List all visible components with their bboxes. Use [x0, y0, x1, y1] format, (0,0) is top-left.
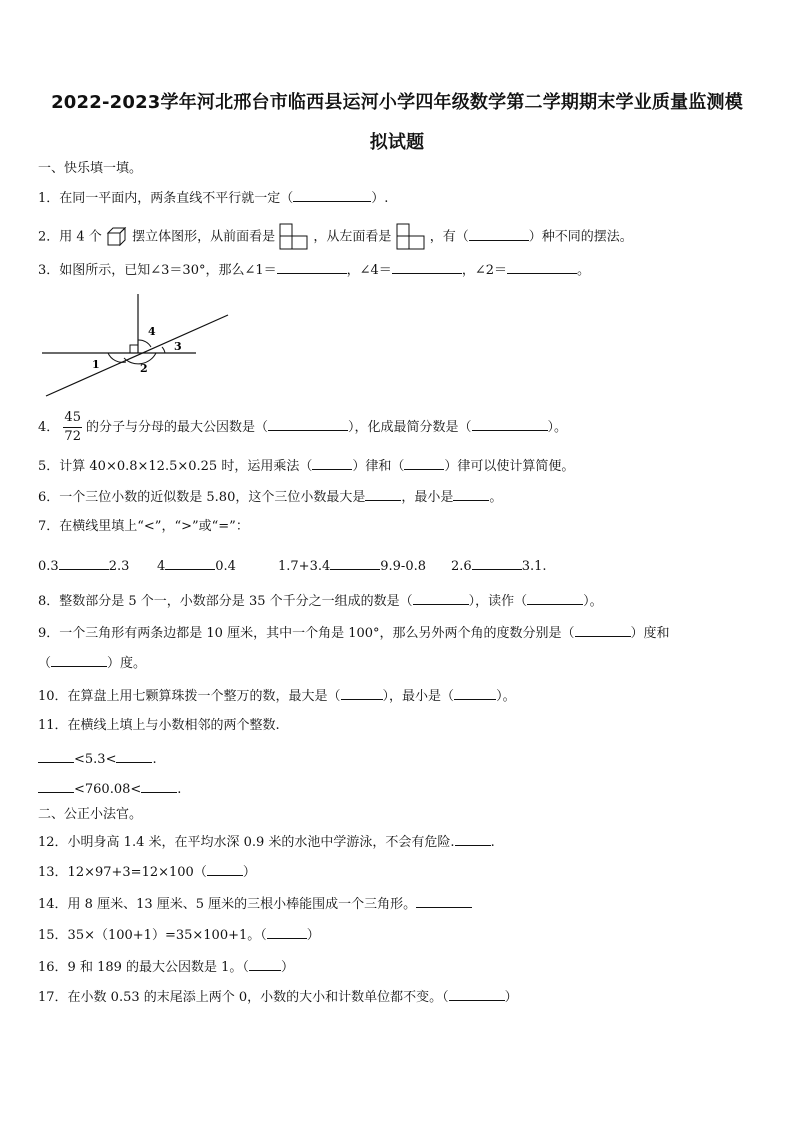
q5-blank-2[interactable] — [404, 456, 444, 470]
cube-icon — [106, 227, 128, 247]
question-10 — [38, 686, 516, 706]
q10-part-c: ）。 — [496, 689, 516, 704]
angle-label-4: 4 — [148, 325, 156, 338]
fraction-denominator: 72 — [64, 429, 81, 444]
angle-3-arc — [162, 347, 165, 353]
q6-blank-2[interactable] — [453, 487, 489, 501]
compare-4-blank[interactable] — [472, 556, 522, 570]
question-6 — [38, 487, 502, 507]
question-1 — [38, 188, 388, 208]
question-7: 7．在横线里填上“<”，“>”或“=”： — [38, 519, 249, 534]
q10-blank-2[interactable] — [454, 686, 496, 700]
question-14 — [38, 894, 472, 914]
question-13 — [38, 862, 256, 882]
q2-part-c: ，从左面看是 — [313, 229, 392, 245]
compare-3-left: 1.7+3.4 — [278, 559, 331, 574]
q11-row2-blank-left[interactable] — [38, 779, 74, 793]
q3-blank-3[interactable] — [507, 260, 577, 274]
q9-part-d: ）度。 — [107, 656, 147, 671]
q17-blank[interactable] — [449, 987, 505, 1001]
q1-end: ）. — [371, 191, 389, 206]
q12-part-a: 12．小明身高 1.4 米，在平均水深 0.9 米的水池中学游泳，不会有危险. — [38, 835, 455, 850]
question-15 — [38, 925, 320, 945]
front-view-icon — [279, 223, 309, 251]
left-view-icon — [396, 223, 426, 251]
q17-part-b: ） — [504, 990, 518, 1005]
compare-2-left: 4 — [157, 559, 166, 574]
q6-blank-1[interactable] — [365, 487, 401, 501]
q6-part-b: ，最小是 — [401, 490, 454, 505]
q11-row1-end: . — [152, 752, 157, 767]
q5-part-b: ）律和（ — [352, 459, 405, 474]
q3-blank-1[interactable] — [277, 260, 347, 274]
compare-item-1 — [38, 556, 129, 574]
q10-part-b: ），最小是（ — [382, 689, 455, 704]
angle-label-2: 2 — [140, 362, 148, 375]
q4-blank-2[interactable] — [472, 417, 548, 431]
q2-part-d: ，有（ — [429, 229, 469, 245]
compare-3-right: 9.9-0.8 — [380, 559, 426, 574]
right-angle-mark — [130, 345, 138, 353]
compare-1-left: 0.3 — [38, 559, 59, 574]
q3-part-d: 。 — [576, 263, 590, 278]
q5-part-c: ）律可以使计算简便。 — [444, 459, 575, 474]
q9-part-b: ）度和 — [630, 626, 670, 641]
section-heading-1: 一、快乐填一填。 — [38, 161, 143, 176]
q13-blank[interactable] — [207, 862, 243, 876]
q8-part-a: 8．整数部分是 5 个一，小数部分是 35 个千分之一组成的数是（ — [38, 594, 413, 609]
compare-4-left: 2.6 — [451, 559, 472, 574]
q9-part-a: 9．一个三角形有两条边都是 10 厘米，其中一个角是 100°，那么另外两个角的度数分别是（ — [38, 626, 575, 641]
q15-blank[interactable] — [267, 925, 307, 939]
question-9 — [38, 623, 670, 643]
question-11-row-2 — [38, 779, 181, 799]
q9-blank-1[interactable] — [575, 623, 631, 637]
fraction-numerator: 45 — [63, 411, 82, 428]
q1-blank[interactable] — [293, 188, 371, 202]
q9-part-c: （ — [38, 656, 52, 671]
q11-row1-blank-right[interactable] — [116, 749, 152, 763]
question-9-continued — [38, 653, 146, 673]
q3-part-a: 3．如图所示，已知∠3＝30°，那么∠1＝ — [38, 263, 277, 278]
angle-4-arc — [138, 340, 151, 347]
q15-part-a: 15．35×（100+1）=35×100+1。（ — [38, 928, 267, 943]
q10-part-a: 10．在算盘上用七颗算珠拨一个整万的数，最大是（ — [38, 689, 341, 704]
question-16 — [38, 957, 294, 977]
q8-blank-2[interactable] — [527, 591, 583, 605]
q4-part-b: 的分子与分母的最大公因数是（ — [85, 420, 268, 435]
q10-blank-1[interactable] — [341, 686, 383, 700]
q3-blank-2[interactable] — [392, 260, 462, 274]
q4-part-c: ），化成最简分数是（ — [347, 420, 472, 435]
question-2 — [38, 223, 633, 251]
q5-blank-1[interactable] — [312, 456, 352, 470]
question-12 — [38, 832, 495, 852]
q14-blank[interactable] — [416, 894, 472, 908]
q2-part-e: ）种不同的摆法。 — [528, 229, 633, 245]
q3-part-c: ，∠2＝ — [461, 263, 507, 278]
q16-part-a: 16．9 和 189 的最大公因数是 1。（ — [38, 960, 249, 975]
angle-label-1: 1 — [92, 358, 100, 371]
q11-row1-middle: <5.3< — [74, 752, 117, 767]
q4-part-d: ）。 — [547, 420, 568, 435]
q4-blank-1[interactable] — [268, 417, 348, 431]
q9-blank-2[interactable] — [51, 653, 107, 667]
question-8 — [38, 591, 603, 611]
q8-blank-1[interactable] — [413, 591, 469, 605]
q11-row1-blank-left[interactable] — [38, 749, 74, 763]
q2-part-b: 摆立体图形，从前面看是 — [132, 229, 276, 245]
q16-part-b: ） — [280, 960, 294, 975]
compare-1-blank[interactable] — [59, 556, 109, 570]
q5-part-a: 5．计算 40×0.8×12.5×0.25 时，运用乘法（ — [38, 459, 313, 474]
q17-part-a: 17．在小数 0.53 的末尾添上两个 0，小数的大小和计数单位都不变。（ — [38, 990, 449, 1005]
q14-part-a: 14．用 8 厘米、13 厘米、5 厘米的三根小棒能围成一个三角形。 — [38, 897, 417, 912]
page-title-line1: 2022-2023学年河北邢台市临西县运河小学四年级数学第二学期期末学业质量监测模 — [51, 92, 743, 113]
q8-part-c: ）。 — [583, 594, 603, 609]
question-3 — [38, 260, 590, 280]
compare-2-blank[interactable] — [165, 556, 215, 570]
compare-3-blank[interactable] — [330, 556, 380, 570]
question-11-row-1 — [38, 749, 157, 769]
q4-part-a: 4． — [38, 420, 60, 435]
compare-2-right: 0.4 — [215, 559, 236, 574]
question-17 — [38, 987, 518, 1007]
q2-part-a: 2．用 4 个 — [38, 229, 102, 245]
angle-diagram — [38, 290, 238, 400]
page-title-line2: 拟试题 — [369, 132, 425, 153]
q16-blank[interactable] — [249, 957, 281, 971]
q11-row2-blank-right[interactable] — [141, 779, 177, 793]
q2-blank[interactable] — [469, 227, 529, 241]
diagonal-line — [46, 315, 228, 396]
question-11: 11．在横线上填上与小数相邻的两个整数. — [38, 718, 280, 733]
question-4 — [38, 411, 567, 444]
q11-row2-middle: <760.08< — [74, 782, 142, 797]
q1-text: 1．在同一平面内，两条直线不平行就一定（ — [38, 191, 294, 206]
angle-label-3: 3 — [174, 340, 182, 353]
q12-part-b: . — [490, 835, 495, 850]
q15-part-b: ） — [306, 928, 320, 943]
q3-part-b: ，∠4＝ — [346, 263, 392, 278]
fraction-45-72 — [63, 411, 82, 444]
compare-4-right: 3.1. — [521, 559, 547, 574]
q11-row2-end: . — [177, 782, 182, 797]
q12-blank[interactable] — [455, 832, 491, 846]
compare-item-3 — [278, 556, 426, 574]
question-5 — [38, 456, 574, 476]
q6-part-a: 6．一个三位小数的近似数是 5.80，这个三位小数最大是 — [38, 490, 366, 505]
section-heading-2: 二、公正小法官。 — [38, 807, 143, 822]
q8-part-b: ），读作（ — [468, 594, 528, 609]
compare-1-right: 2.3 — [108, 559, 130, 574]
compare-item-2 — [157, 556, 236, 574]
q13-part-a: 13．12×97+3=12×100（ — [38, 865, 207, 880]
compare-item-4 — [451, 556, 547, 574]
q13-part-b: ） — [242, 865, 256, 880]
q6-part-c: 。 — [489, 490, 503, 505]
